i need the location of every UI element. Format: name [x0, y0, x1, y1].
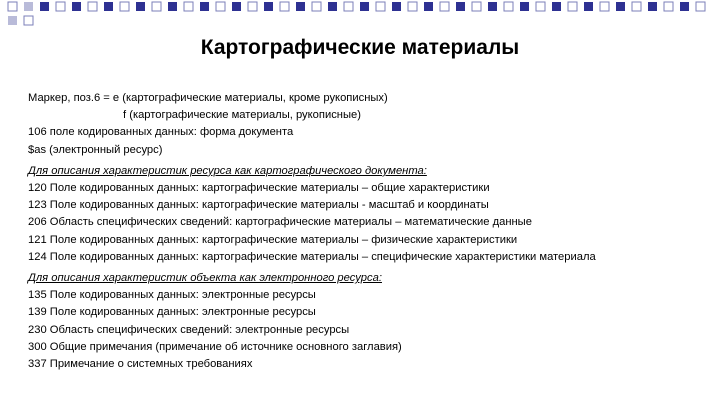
list-item: 124 Поле кодированных данных: картографические материалы – специфические характеристики материала — [28, 250, 596, 263]
list-item: 135 Поле кодированных данных: электронные ресурсы — [28, 289, 316, 302]
list-item: 337 Примечание о системных требованиях — [28, 358, 253, 371]
field-106-line: 106 поле кодированных данных: форма документа — [28, 126, 294, 139]
list-item: 230 Область специфических сведений: электронные ресурсы — [28, 323, 350, 336]
document-body — [28, 90, 708, 373]
marker-line: Маркер, поз.6 = e (картографические материалы, кроме рукописных) — [28, 92, 388, 104]
list-item: 206 Область специфических сведений: картографические материалы – математические данные — [28, 216, 532, 229]
header-decoration — [0, 0, 720, 34]
section-heading-electronic: Для описания характеристик объекта как электронного ресурса: — [28, 272, 382, 285]
list-item: 120 Поле кодированных данных: картографические материалы – общие характеристики — [28, 182, 490, 195]
list-item: 139 Поле кодированных данных: электронные ресурсы — [28, 306, 316, 319]
list-item: 300 Общие примечания (примечание об источнике основного заглавия) — [28, 340, 402, 353]
marker-line-2: f (картографические материалы, рукописные) — [123, 109, 361, 122]
field-sas-line: $as (электронный ресурс) — [28, 143, 163, 156]
list-item: 121 Поле кодированных данных: картографические материалы – физические характеристики — [28, 233, 518, 246]
page-title: Картографические материалы — [200, 36, 520, 59]
list-item: 123 Поле кодированных данных: картографические материалы - масштаб и координаты — [28, 199, 489, 212]
section-heading-cartographic: Для описания характеристик ресурса как картографического документа: — [28, 164, 427, 177]
